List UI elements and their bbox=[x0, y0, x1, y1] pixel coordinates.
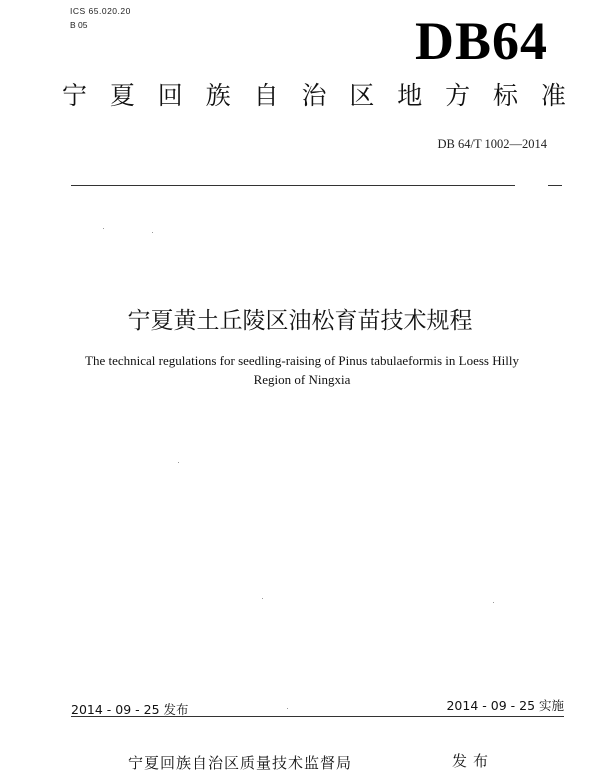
footer-divider bbox=[71, 716, 564, 717]
header-divider-dash bbox=[548, 185, 562, 186]
implementation-date: 2014 - 09 - 25 实施 bbox=[446, 698, 564, 713]
scan-speck bbox=[103, 228, 104, 229]
scan-speck bbox=[152, 232, 153, 233]
title-chinese: 宁夏黄土丘陵区油松育苗技术规程 bbox=[127, 308, 473, 334]
issuing-label: 发布 bbox=[452, 752, 495, 770]
standard-type-char: 准 bbox=[540, 81, 566, 110]
scan-speck bbox=[178, 462, 179, 463]
scan-speck bbox=[493, 602, 494, 603]
standard-type-heading bbox=[62, 82, 566, 110]
ics-code: ICS 65.020.20 bbox=[70, 6, 131, 16]
ccs-code: B 05 bbox=[70, 20, 88, 30]
title-english-line1: The technical regulations for seedling-raising of Pinus tabulaeformis in Loess Hilly bbox=[85, 353, 519, 368]
issuing-authority: 宁夏回族自治区质量技术监督局 bbox=[128, 754, 353, 772]
standard-logo: DB64 bbox=[414, 11, 548, 71]
standard-type-char: 族 bbox=[205, 81, 231, 110]
standard-type-char: 自 bbox=[253, 81, 279, 110]
standard-type-char: 方 bbox=[445, 81, 471, 110]
standard-type-char: 夏 bbox=[109, 81, 135, 110]
standard-number: DB 64/T 1002—2014 bbox=[437, 137, 547, 151]
standard-type-char: 标 bbox=[493, 81, 519, 110]
standard-type-char: 宁 bbox=[62, 81, 88, 110]
standard-type-char: 区 bbox=[349, 81, 375, 110]
standard-type-char: 回 bbox=[157, 81, 183, 110]
scan-speck bbox=[262, 598, 263, 599]
standard-type-char: 地 bbox=[397, 81, 423, 110]
header-divider bbox=[71, 185, 515, 186]
standard-type-char: 治 bbox=[301, 81, 327, 110]
issue-date: 2014 - 09 - 25 发布 bbox=[71, 702, 189, 717]
title-english-line2: Region of Ningxia bbox=[253, 372, 351, 387]
scan-speck bbox=[287, 708, 288, 709]
